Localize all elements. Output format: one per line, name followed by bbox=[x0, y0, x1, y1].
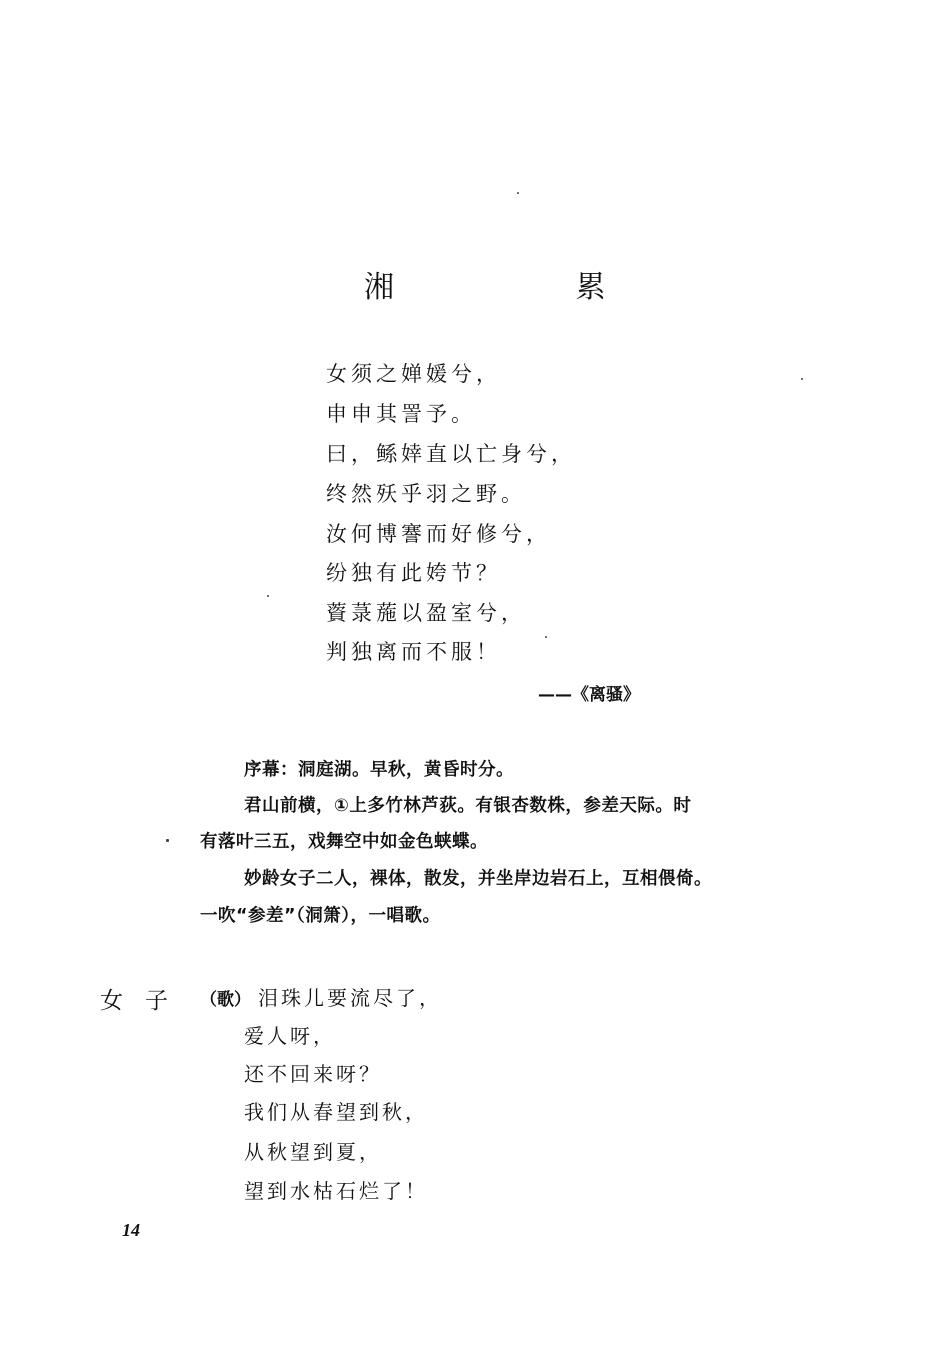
song-line: 望到水枯石烂了！ bbox=[244, 1179, 428, 1203]
page-title: 湘 累 bbox=[364, 270, 692, 305]
epigraph-line: 曰，鲧婞直以亡身兮， bbox=[326, 442, 576, 466]
epigraph-source: ——《离骚》 bbox=[538, 685, 640, 705]
scan-speck bbox=[166, 839, 169, 842]
stage-direction-line: 有落叶三五，戏舞空中如金色蛱蝶。 bbox=[200, 832, 488, 852]
epigraph-line: 申申其詈予。 bbox=[326, 402, 476, 426]
song-line: 我们从春望到秋， bbox=[244, 1100, 428, 1124]
epigraph-line: 判独离而不服！ bbox=[326, 640, 501, 664]
stage-direction-line: 一吹“参差”（洞箫），一唱歌。 bbox=[200, 906, 441, 926]
stage-direction-line: 序幕：洞庭湖。早秋，黄昏时分。 bbox=[244, 760, 514, 780]
stage-direction-line: 妙龄女子二人，裸体，散发，并坐岸边岩石上，互相偎倚。 bbox=[244, 869, 712, 889]
scan-speck bbox=[267, 595, 269, 597]
epigraph-line: 终然殀乎羽之野。 bbox=[326, 482, 526, 506]
speaker-name: 女子 bbox=[100, 988, 190, 1014]
epigraph-line: 汝何博謇而好修兮， bbox=[326, 522, 551, 546]
scan-speck bbox=[517, 192, 519, 194]
epigraph-line: 薋菉葹以盈室兮， bbox=[326, 601, 526, 625]
page-number: 14 bbox=[122, 1220, 140, 1240]
scan-speck bbox=[801, 378, 803, 380]
song-line: 从秋望到夏， bbox=[244, 1140, 382, 1164]
stage-direction-line: 君山前横，①上多竹林芦荻。有银杏数株，参差天际。时 bbox=[244, 796, 692, 816]
scan-speck bbox=[545, 636, 547, 638]
epigraph-line: 纷独有此姱节？ bbox=[326, 561, 501, 585]
epigraph-line: 女须之婵媛兮， bbox=[326, 362, 501, 386]
performance-direction: （歌） bbox=[200, 990, 251, 1010]
song-line: 泪珠儿要流尽了， bbox=[258, 986, 442, 1010]
song-line: 还不回来呀？ bbox=[244, 1062, 382, 1086]
song-line: 爱人呀， bbox=[244, 1024, 336, 1048]
